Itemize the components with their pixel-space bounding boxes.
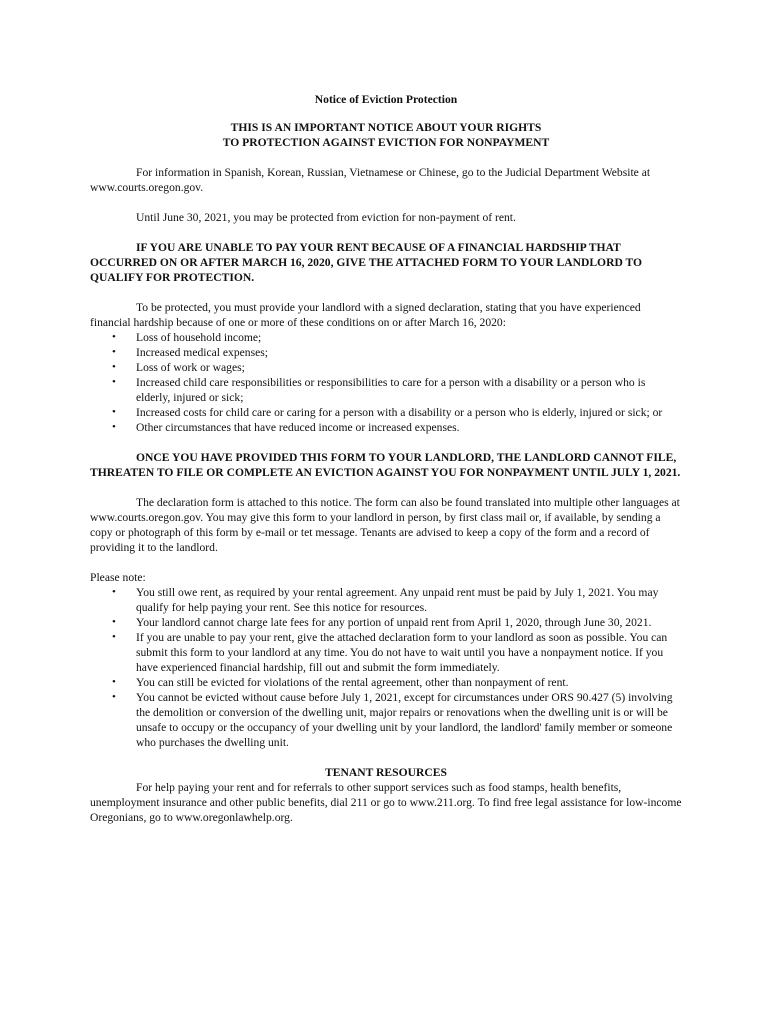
list-item bbox=[90, 345, 682, 360]
list-item-text: Increased medical expenses; bbox=[136, 346, 268, 359]
bullet-icon: • bbox=[112, 361, 116, 373]
list-item bbox=[90, 405, 682, 420]
list-item-text: Loss of household income; bbox=[136, 331, 262, 344]
tenant-resources-heading: TENANT RESOURCES bbox=[325, 766, 447, 779]
bullet-icon: • bbox=[112, 406, 116, 418]
please-note-label: Please note: bbox=[90, 571, 146, 584]
document-page bbox=[90, 92, 682, 840]
list-item bbox=[90, 630, 682, 675]
eviction-protection-paragraph: ONCE YOU HAVE PROVIDED THIS FORM TO YOUR LANDLORD, THE LANDLORD CANNOT FILE, THREATEN TO FILE OR COMPLETE AN EVICTION AGAINST YOU FOR NONPAYMENT UNTIL JULY 1, 2021. bbox=[90, 451, 681, 479]
bullet-icon: • bbox=[112, 346, 116, 358]
language-info-paragraph: For information in Spanish, Korean, Russian, Vietnamese or Chinese, go to the Judicial Department Website at www.courts.oregon.gov. bbox=[90, 166, 651, 194]
list-item bbox=[90, 375, 682, 405]
list-item-text: If you are unable to pay your rent, give the attached declaration form to your landlord as soon as possible. You can submit this form to your landlord at any time. You do not have to wait until you have a nonpayment notice. If you have experienced financial hardship, fill out and submit the form immediately. bbox=[136, 631, 668, 674]
hardship-conditions-list bbox=[90, 330, 682, 435]
list-item bbox=[90, 420, 682, 435]
bullet-icon: • bbox=[112, 586, 116, 598]
bullet-icon: • bbox=[112, 631, 116, 643]
list-item-text: You still owe rent, as required by your rental agreement. Any unpaid rent must be paid by July 1, 2021. You may qualify for help paying your rent. See this notice for resources. bbox=[136, 586, 659, 614]
list-item bbox=[90, 690, 682, 750]
list-item-text: Increased child care responsibilities or responsibilities to care for a person with a disability or a person who is elderly, injured or sick; bbox=[136, 376, 646, 404]
declaration-form-paragraph: The declaration form is attached to this notice. The form can also be found translated into multiple other languages at www.courts.oregon.gov. You may give this form to your landlord in person, by first class mail or, if available, by sending a copy or photograph of this form by e-mail or tet message. Tenants are advised to keep a copy of the form and a record of providing it to the landlord. bbox=[90, 496, 680, 554]
declaration-requirement-paragraph: To be protected, you must provide your landlord with a signed declaration, stating that you have experienced financial hardship because of one or more of these conditions on or after March 16, 2020: bbox=[90, 301, 641, 329]
document-title: Notice of Eviction Protection bbox=[314, 93, 458, 106]
notes-list bbox=[90, 585, 682, 750]
list-item-text: Other circumstances that have reduced income or increased expenses. bbox=[136, 421, 460, 434]
notice-heading bbox=[90, 120, 682, 150]
list-item-text: You can still be evicted for violations of the rental agreement, other than nonpayment of rent. bbox=[136, 676, 569, 689]
list-item bbox=[90, 615, 682, 630]
list-item-text: Increased costs for child care or caring for a person with a disability or a person who is elderly, injured or sick; or bbox=[136, 406, 663, 419]
hardship-warning-paragraph: IF YOU ARE UNABLE TO PAY YOUR RENT BECAUSE OF A FINANCIAL HARDSHIP THAT OCCURRED ON OR AFTER MARCH 16, 2020, GIVE THE ATTACHED FORM TO YOUR LANDLORD TO QUALIFY FOR PROTECTION. bbox=[90, 241, 643, 284]
bullet-icon: • bbox=[112, 331, 116, 343]
list-item-text: Your landlord cannot charge late fees for any portion of unpaid rent from April 1, 2020, through June 30, 2021. bbox=[136, 616, 652, 629]
list-item bbox=[90, 330, 682, 345]
bullet-icon: • bbox=[112, 691, 116, 703]
bullet-icon: • bbox=[112, 421, 116, 433]
protection-period-paragraph: Until June 30, 2021, you may be protected from eviction for non-payment of rent. bbox=[136, 211, 516, 224]
tenant-resources-paragraph: For help paying your rent and for referrals to other support services such as food stamps, health benefits, unemployment insurance and other public benefits, dial 211 or go to www.211.org. To find free legal assistance for low-income Oregonians, go to www.oregonlawhelp.org. bbox=[90, 781, 682, 824]
list-item-text: You cannot be evicted without cause before July 1, 2021, except for circumstances under ORS 90.427 (5) involving the demolition or conversion of the dwelling unit, major repairs or renovations when the dwelling unit is or will be unsafe to occupy or the occupancy of your dwelling unit by your landlord, the landlord' family member or someone who purchases the dwelling unit. bbox=[136, 691, 673, 749]
bullet-icon: • bbox=[112, 616, 116, 628]
notice-heading-line-2: TO PROTECTION AGAINST EVICTION FOR NONPAYMENT bbox=[222, 136, 550, 149]
bullet-icon: • bbox=[112, 676, 116, 688]
list-item bbox=[90, 360, 682, 375]
notice-heading-line-1: THIS IS AN IMPORTANT NOTICE ABOUT YOUR RIGHTS bbox=[230, 121, 542, 134]
list-item-text: Loss of work or wages; bbox=[136, 361, 245, 374]
list-item bbox=[90, 675, 682, 690]
list-item bbox=[90, 585, 682, 615]
bullet-icon: • bbox=[112, 376, 116, 388]
